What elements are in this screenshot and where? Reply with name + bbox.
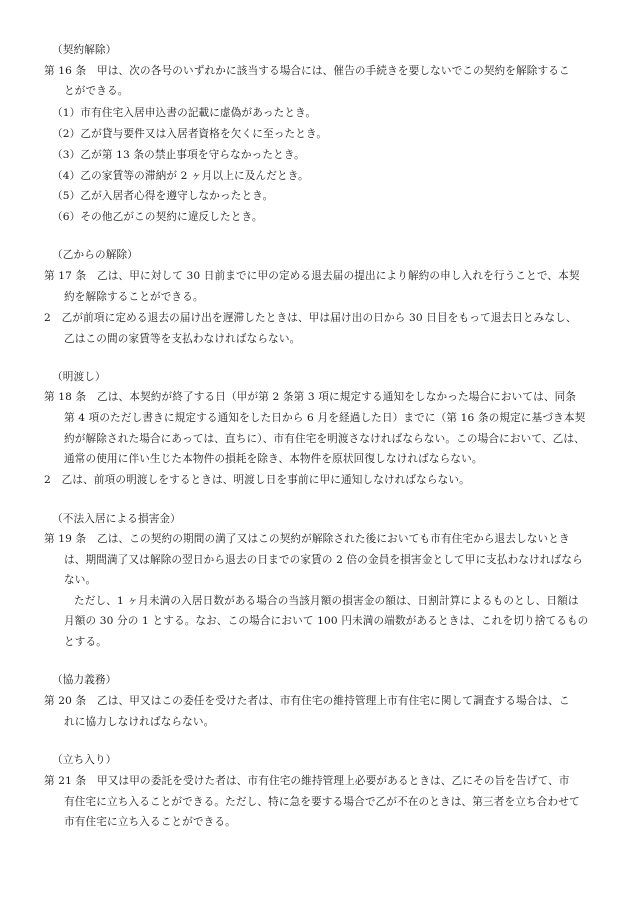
- list-item: （2）乙が貸与要件又は入居者資格を欠くに至ったとき。: [52, 128, 328, 140]
- article-text-line: れに協力しなければならない。: [64, 716, 215, 728]
- article-text-line: 有住宅に立ち入ることができる。ただし、特に急を要する場合で乙が不在のときは、第三者を立ち合わせて: [64, 796, 580, 808]
- article-text-line: は、期間満了又は解除の翌日から退去の日までの家賃の 2 倍の金員を損害金として甲に支払わなければなら: [64, 554, 583, 566]
- section-heading: （明渡し）: [52, 371, 106, 383]
- section-heading: （立ち入り）: [52, 754, 117, 766]
- list-item: （1）市有住宅入居申込書の記載に虚偽があったとき。: [52, 107, 317, 119]
- section-heading: （契約解除）: [52, 44, 117, 56]
- proviso-text-line: ただし、1 ヶ月未満の入居日数がある場合の当該月額の損害金の額は、日割計算によるものとし、日額は: [74, 595, 579, 607]
- paragraph-text-line: 2 乙が前項に定める退去の届け出を遅滞したときは、甲は届け出の日から 30 日目をもって退去日とみなし、: [44, 312, 577, 324]
- article-text-line: ない。: [64, 574, 97, 586]
- article-text-line: 約が解除された場合にあっては、直ちに）、市有住宅を明渡さなければならない。この場合において、乙は、: [64, 433, 585, 445]
- paragraph-text-line: 2 乙は、前項の明渡しをするときは、明渡し日を事前に甲に通知しなければならない。: [44, 474, 470, 486]
- article-text-line: 第 21 条 甲又は甲の委託を受けた者は、市有住宅の維持管理上必要があるときは、乙にその旨を告げて、市: [44, 775, 570, 787]
- section-heading: （協力義務）: [52, 674, 117, 686]
- section-heading: （乙からの解除）: [52, 249, 138, 261]
- list-item: （6）その他乙がこの契約に違反したとき。: [52, 211, 263, 223]
- article-text-line: 約を解除することができる。: [64, 291, 204, 303]
- list-item: （5）乙が入居者心得を遵守しなかったとき。: [52, 190, 274, 202]
- article-text-line: 第 19 条 乙は、この契約の期間の満了又はこの契約が解除された後においても市有住宅から退去しないとき: [44, 533, 570, 545]
- article-text-line: 第 16 条 甲は、次の各号のいずれかに該当する場合には、催告の手続きを要しないでこの契約を解除するこ: [44, 65, 570, 77]
- article-text-line: 第 4 項のただし書きに規定する通知をした日から 6 月を経過した日）までに（第 16 条の規定に基づき本契: [64, 412, 586, 424]
- article-text-line: 第 18 条 乙は、本契約が終了する日（甲が第 2 条第 3 項に規定する通知をしなかった場合においては、同条: [44, 391, 577, 403]
- paragraph-text-line: 乙はこの間の家賃等を支払わなければならない。: [64, 333, 301, 345]
- proviso-text-line: 月額の 30 分の 1 とする。なお、この場合において 100 円未満の端数があるときは、これを切り捨てるもの: [64, 615, 589, 627]
- list-item: （4）乙の家賃等の滞納が 2 ヶ月以上に及んだとき。: [52, 170, 309, 182]
- section-heading: （不法入居による損害金）: [52, 513, 181, 525]
- proviso-text-line: とする。: [64, 636, 107, 648]
- list-item: （3）乙が第 13 条の禁止事項を守らなかったとき。: [52, 149, 305, 161]
- article-text-line: 市有住宅に立ち入ることができる。: [64, 816, 236, 828]
- article-text-line: 第 20 条 乙は、甲又はこの委任を受けた者は、市有住宅の維持管理上市有住宅に関して調査する場合は、こ: [44, 695, 570, 707]
- article-text-line: とができる。: [64, 85, 129, 97]
- article-text-line: 第 17 条 乙は、甲に対して 30 日前までに甲の定める退去届の提出により解約の申し入れを行うことで、本契: [44, 270, 580, 282]
- article-text-line: 通常の使用に伴い生じた本物件の損耗を除き、本物件を原状回復しなければならない。: [64, 453, 483, 465]
